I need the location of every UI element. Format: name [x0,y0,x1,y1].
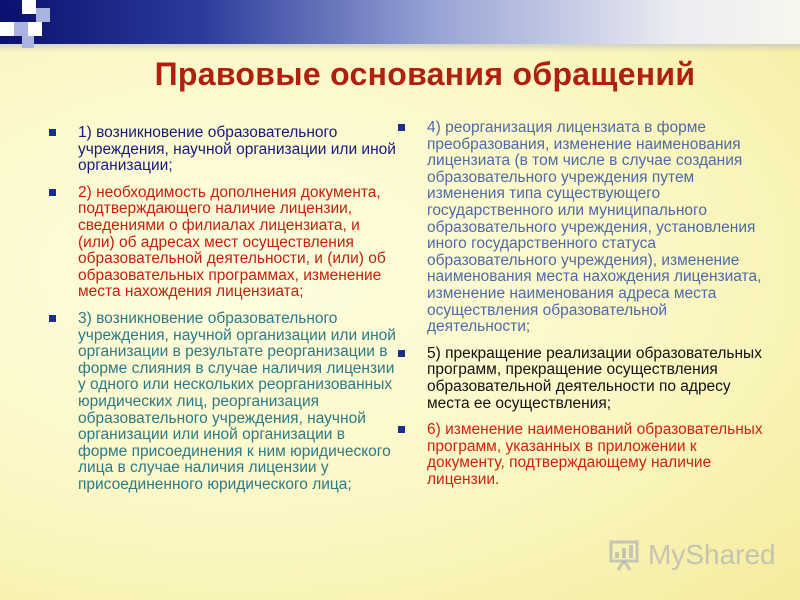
square-bullet-icon [398,124,405,131]
right-list [395,120,770,498]
list-item-6 [395,422,770,488]
list-item-5 [395,346,770,412]
item-text: 4) реорганизация лицензиата в форме преобразования, изменение наименования лицензиата (в том числе в случае создания образовательного учреждения путем изменения типа существующего государственного или муниципального образовательного учреждения, установления иного государственного статуса образовательного учреждения), изменение наименования места нахождения лицензиата, изменение наименования адреса места осуществления образовательной деятельности; [427,119,762,336]
list-item-4 [395,120,770,336]
top-decorative-bar [0,0,800,44]
square-bullet-icon [49,189,56,196]
square-bullet-icon [49,315,56,322]
item-text: 1) возникновение образовательного учреждения, научной организации или иной организации; [78,124,396,175]
watermark-text: MyShared [648,539,776,570]
item-text: 3) возникновение образовательного учреждения, научной организации или иной организации в результате реорганизации в форме слияния в случае наличия лицензии у одного или нескольких реорганизованных юридических лиц, реорганизация образовательного учреждения, научной организации или иной организации в форме присоединения к ним юридического лица в случае наличия лицензии у присоединенного юридического лица; [78,309,396,493]
item-text: 5) прекращение реализации образовательных программ, прекращение осуществления образовательной деятельности по адресу места ее осуществления; [427,344,762,412]
item-text: 2) необходимость дополнения документа, подтверждающего наличие лицензии, сведениями о филиалах лицензиата, и (или) об адресах мест осуществления образовательной деятельности, и (или) об образовательных программах, изменение места нахождения лицензиата; [78,183,386,301]
square-bullet-icon [398,426,405,433]
list-item-2 [46,185,396,301]
item-text: 6) изменение наименований образовательных программ, указанных в приложении к документу, подтверждающему наличие лицензии. [427,421,763,488]
watermark-logo [608,535,776,575]
list-item-3 [46,311,396,494]
presentation-board-icon [608,538,642,572]
list-item-1 [46,125,396,175]
left-list [46,125,396,503]
slide-title: Правовые основания обращений [154,56,696,92]
square-bullet-icon [49,129,56,136]
square-bullet-icon [398,350,405,357]
top-bar-shadow [0,44,800,52]
